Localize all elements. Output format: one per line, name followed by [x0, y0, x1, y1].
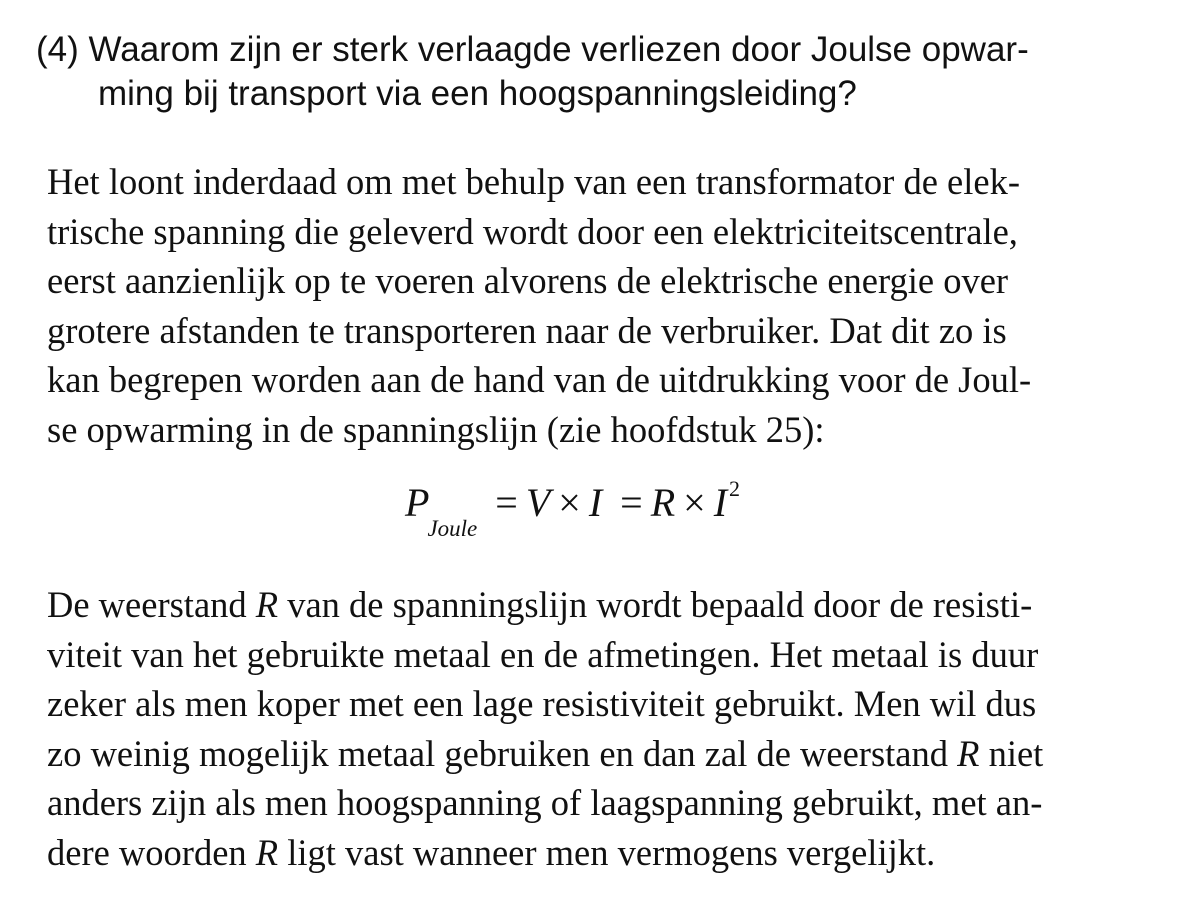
eq-current-symbol-1: I — [588, 480, 603, 525]
paragraph-2-line: anders zijn als men hoogspanning of laagspanning gebruikt, met an- — [47, 782, 1043, 824]
eq-equals-1: = — [495, 480, 518, 525]
text-segment: zo weinig mogelijk metaal gebruiken en dan zal de weerstand — [47, 732, 958, 774]
paragraph-1-line: Het loont inderdaad om met behulp van een transformator de elek- — [47, 161, 1020, 202]
paragraph-1-line: grotere afstanden te transporteren naar de verbruiker. Dat dit zo is — [47, 309, 1007, 351]
eq-resistance-symbol: R — [650, 480, 676, 525]
paragraph-1-line: trische spanning die geleverd wordt door een elektriciteitscentrale, — [47, 210, 1018, 252]
text-segment: De weerstand — [47, 584, 256, 625]
eq-current-symbol-2: I — [713, 480, 728, 525]
question-line-1 — [36, 30, 1029, 69]
question-text-line-1: Waarom zijn er sterk verlaagde verliezen door Joulse opwar- — [88, 30, 1029, 69]
paragraph-1-line: se opwarming in de spanningslijn (zie hoofdstuk 25): — [47, 408, 825, 450]
eq-times-1: × — [558, 480, 581, 525]
paragraph-2-line — [47, 729, 1157, 779]
eq-power-subscript: Joule — [427, 516, 478, 541]
eq-power-symbol: P — [405, 480, 430, 525]
text-segment: ligt vast wanneer men vermogens vergelijkt. — [278, 831, 936, 873]
eq-equals-2: = — [620, 480, 643, 525]
text-segment: van de spanningslijn wordt bepaald door de resisti- — [278, 584, 1033, 625]
eq-exponent: 2 — [729, 476, 741, 501]
paragraph-2-line — [47, 828, 1157, 878]
joule-equation — [405, 476, 741, 541]
question-text-line-2: ming bij transport via een hoogspanningsleiding? — [98, 74, 857, 113]
paragraph-2-line — [47, 580, 1157, 630]
text-segment: niet — [979, 732, 1044, 774]
eq-times-2: × — [683, 480, 706, 525]
question-heading — [36, 28, 1176, 116]
text-segment: dere woorden — [47, 831, 256, 873]
resistance-symbol: R — [255, 584, 279, 625]
question-number: (4) — [36, 30, 79, 69]
paragraph-2 — [47, 580, 1157, 878]
paragraph-1 — [47, 157, 1157, 455]
paragraph-2-line: viteit van het gebruikte metaal en de afmetingen. Het metaal is duur — [47, 633, 1039, 675]
eq-voltage-symbol: V — [525, 480, 551, 525]
paragraph-2-line: zeker als men koper met een lage resistiviteit gebruikt. Men wil dus — [47, 683, 1037, 725]
resistance-symbol: R — [255, 831, 279, 873]
resistance-symbol: R — [957, 732, 980, 774]
paragraph-1-line: kan begrepen worden aan de hand van de uitdrukking voor de Joul- — [47, 359, 1032, 401]
paragraph-1-line: eerst aanzienlijk op te voeren alvorens de elektrische energie over — [47, 260, 1009, 302]
